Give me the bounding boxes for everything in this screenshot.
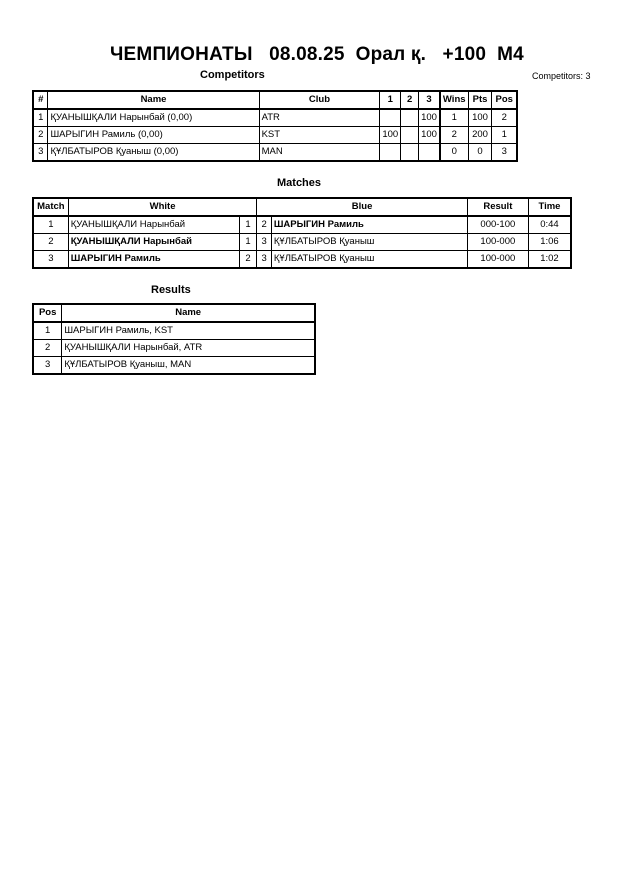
col-pts: Pts <box>468 91 492 109</box>
col-white: White <box>68 198 257 216</box>
round-2-score <box>401 109 419 127</box>
competitor-club: KST <box>259 127 380 144</box>
col-time: Time <box>528 198 571 216</box>
col-name: Name <box>48 91 259 109</box>
competitor-club: ATR <box>259 109 380 127</box>
matches-header-row <box>33 198 571 216</box>
round-1-score <box>380 109 401 127</box>
result-name: ШАРЫГИН Рамиль, KST <box>62 322 315 340</box>
col-round-3: 3 <box>419 91 440 109</box>
competitor-name: ҚУАНЫШҚАЛИ Нарынбай (0,00) <box>48 109 259 127</box>
round-1-score: 100 <box>380 127 401 144</box>
col-wins: Wins <box>440 91 468 109</box>
competitors-table <box>32 90 518 162</box>
white-number: 2 <box>239 251 257 269</box>
competitor-num: 2 <box>33 127 48 144</box>
table-row <box>33 340 315 357</box>
blue-competitor: ҚҰЛБАТЫРОВ Қуаныш <box>271 251 467 269</box>
round-3-score <box>419 144 440 162</box>
competitor-name: ШАРЫГИН Рамиль (0,00) <box>48 127 259 144</box>
table-row <box>33 109 517 127</box>
col-round-1: 1 <box>380 91 401 109</box>
competitor-pos: 1 <box>492 127 517 144</box>
match-time: 1:02 <box>528 251 571 269</box>
matches-table <box>32 197 572 269</box>
blue-competitor: ШАРЫГИН Рамиль <box>271 216 467 234</box>
match-result: 100-000 <box>467 234 528 251</box>
competitor-name: ҚҰЛБАТЫРОВ Қуаныш (0,00) <box>48 144 259 162</box>
results-table <box>32 303 316 375</box>
white-competitor: ШАРЫГИН Рамиль <box>68 251 239 269</box>
competitors-header-row <box>33 91 517 109</box>
table-row <box>33 144 517 162</box>
white-number: 1 <box>239 216 257 234</box>
page-title: ЧЕМПИОНАТЫ 08.08.25 Орал қ. +100 М4 <box>110 44 524 65</box>
competitor-pts: 0 <box>468 144 492 162</box>
competitor-pts: 100 <box>468 109 492 127</box>
blue-number: 2 <box>257 216 272 234</box>
col-match: Match <box>33 198 68 216</box>
match-number: 3 <box>33 251 68 269</box>
result-pos: 1 <box>33 322 62 340</box>
round-3-score: 100 <box>419 109 440 127</box>
competitor-wins: 1 <box>440 109 468 127</box>
competitors-count: Competitors: 3 <box>532 71 591 81</box>
col-num: # <box>33 91 48 109</box>
col-pos: Pos <box>492 91 517 109</box>
round-2-score <box>401 127 419 144</box>
white-competitor: ҚУАНЫШҚАЛИ Нарынбай <box>68 234 239 251</box>
competitor-club: MAN <box>259 144 380 162</box>
competitor-wins: 0 <box>440 144 468 162</box>
table-row <box>33 216 571 234</box>
result-name: ҚҰЛБАТЫРОВ Қуаныш, MAN <box>62 357 315 375</box>
table-row <box>33 127 517 144</box>
competitor-pos: 2 <box>492 109 517 127</box>
white-number: 1 <box>239 234 257 251</box>
results-heading: Results <box>151 284 191 296</box>
table-row <box>33 357 315 375</box>
result-pos: 2 <box>33 340 62 357</box>
blue-number: 3 <box>257 234 272 251</box>
competitors-heading: Competitors <box>200 69 265 81</box>
blue-competitor: ҚҰЛБАТЫРОВ Қуаныш <box>271 234 467 251</box>
blue-number: 3 <box>257 251 272 269</box>
col-name: Name <box>62 304 315 322</box>
table-row <box>33 322 315 340</box>
col-result: Result <box>467 198 528 216</box>
col-club: Club <box>259 91 380 109</box>
competitor-pts: 200 <box>468 127 492 144</box>
round-3-score: 100 <box>419 127 440 144</box>
competitor-wins: 2 <box>440 127 468 144</box>
competitor-num: 3 <box>33 144 48 162</box>
col-round-2: 2 <box>401 91 419 109</box>
match-number: 2 <box>33 234 68 251</box>
result-name: ҚУАНЫШҚАЛИ Нарынбай, ATR <box>62 340 315 357</box>
col-pos: Pos <box>33 304 62 322</box>
matches-heading: Matches <box>277 177 322 189</box>
match-result: 000-100 <box>467 216 528 234</box>
white-competitor: ҚУАНЫШҚАЛИ Нарынбай <box>68 216 239 234</box>
match-time: 0:44 <box>528 216 571 234</box>
round-2-score <box>401 144 419 162</box>
competitor-pos: 3 <box>492 144 517 162</box>
match-time: 1:06 <box>528 234 571 251</box>
col-blue: Blue <box>257 198 467 216</box>
competitor-num: 1 <box>33 109 48 127</box>
table-row <box>33 234 571 251</box>
table-row <box>33 251 571 269</box>
match-result: 100-000 <box>467 251 528 269</box>
round-1-score <box>380 144 401 162</box>
results-header-row <box>33 304 315 322</box>
result-pos: 3 <box>33 357 62 375</box>
match-number: 1 <box>33 216 68 234</box>
